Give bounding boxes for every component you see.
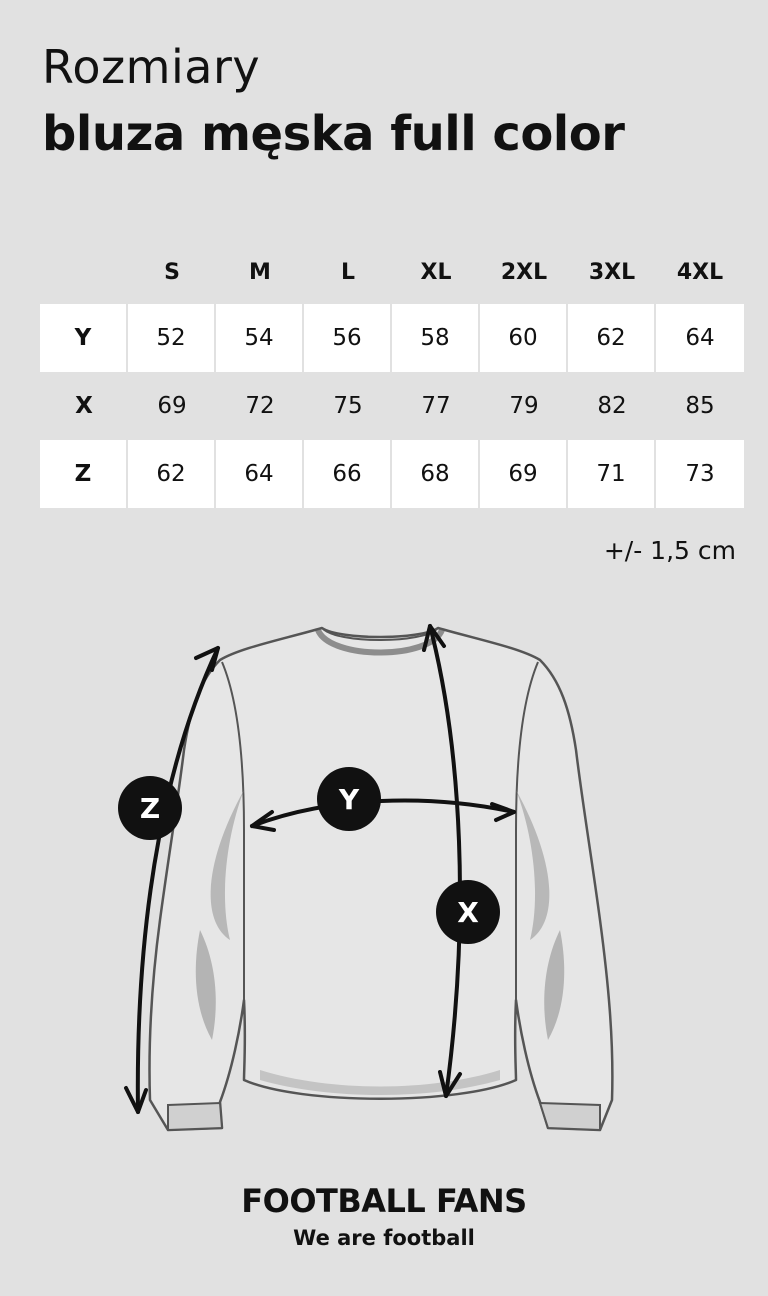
title-product-name: bluza męska full color [42, 106, 625, 162]
size-header-2xl: 2XL [500, 259, 548, 285]
table-cell: 62 [128, 440, 216, 508]
size-header-row [40, 240, 742, 304]
size-header-l: L [340, 259, 356, 285]
table-cell: 69 [480, 440, 568, 508]
badge-x-label: X [457, 896, 479, 929]
table-cell: 75 [333, 393, 363, 419]
badge-y [317, 767, 381, 831]
table-row-y [40, 304, 742, 372]
table-cell: 64 [216, 440, 304, 508]
row-label-x: X [75, 393, 93, 419]
table-cell: 62 [568, 304, 656, 372]
size-header-3xl: 3XL [588, 259, 636, 285]
row-label-y: Y [40, 304, 128, 372]
table-cell: 72 [245, 393, 275, 419]
table-cell: 79 [509, 393, 539, 419]
corner-cell [40, 240, 128, 304]
badge-z-label: Z [139, 792, 161, 825]
table-cell: 54 [216, 304, 304, 372]
table-cell: 69 [157, 393, 187, 419]
size-table [40, 240, 742, 508]
size-header-xl: XL [420, 259, 452, 285]
badge-x [436, 880, 500, 944]
sweatshirt-illustration [149, 628, 612, 1130]
table-cell: 77 [421, 393, 451, 419]
table-cell: 56 [304, 304, 392, 372]
table-cell: 82 [597, 393, 627, 419]
brand-logo-text: FOOTBALL FANS [241, 1182, 527, 1220]
row-label-z: Z [40, 440, 128, 508]
badge-y-label: Y [338, 783, 360, 816]
table-cell: 58 [392, 304, 480, 372]
badge-z [118, 776, 182, 840]
table-cell: 68 [392, 440, 480, 508]
table-cell: 60 [480, 304, 568, 372]
table-row-z [40, 440, 742, 508]
table-cell: 85 [685, 393, 715, 419]
table-cell: 71 [568, 440, 656, 508]
table-cell: 66 [304, 440, 392, 508]
tolerance-note: +/- 1,5 cm [603, 536, 736, 565]
table-row-x [40, 372, 742, 440]
size-header-4xl: 4XL [676, 259, 724, 285]
table-cell: 52 [128, 304, 216, 372]
brand-tagline: We are football [293, 1226, 475, 1250]
size-header-s: S [164, 259, 180, 285]
sweatshirt-diagram [0, 600, 768, 1160]
table-cell: 73 [656, 440, 744, 508]
size-header-m: M [249, 259, 271, 285]
title-rozmiary: Rozmiary [42, 40, 261, 94]
table-cell: 64 [656, 304, 744, 372]
